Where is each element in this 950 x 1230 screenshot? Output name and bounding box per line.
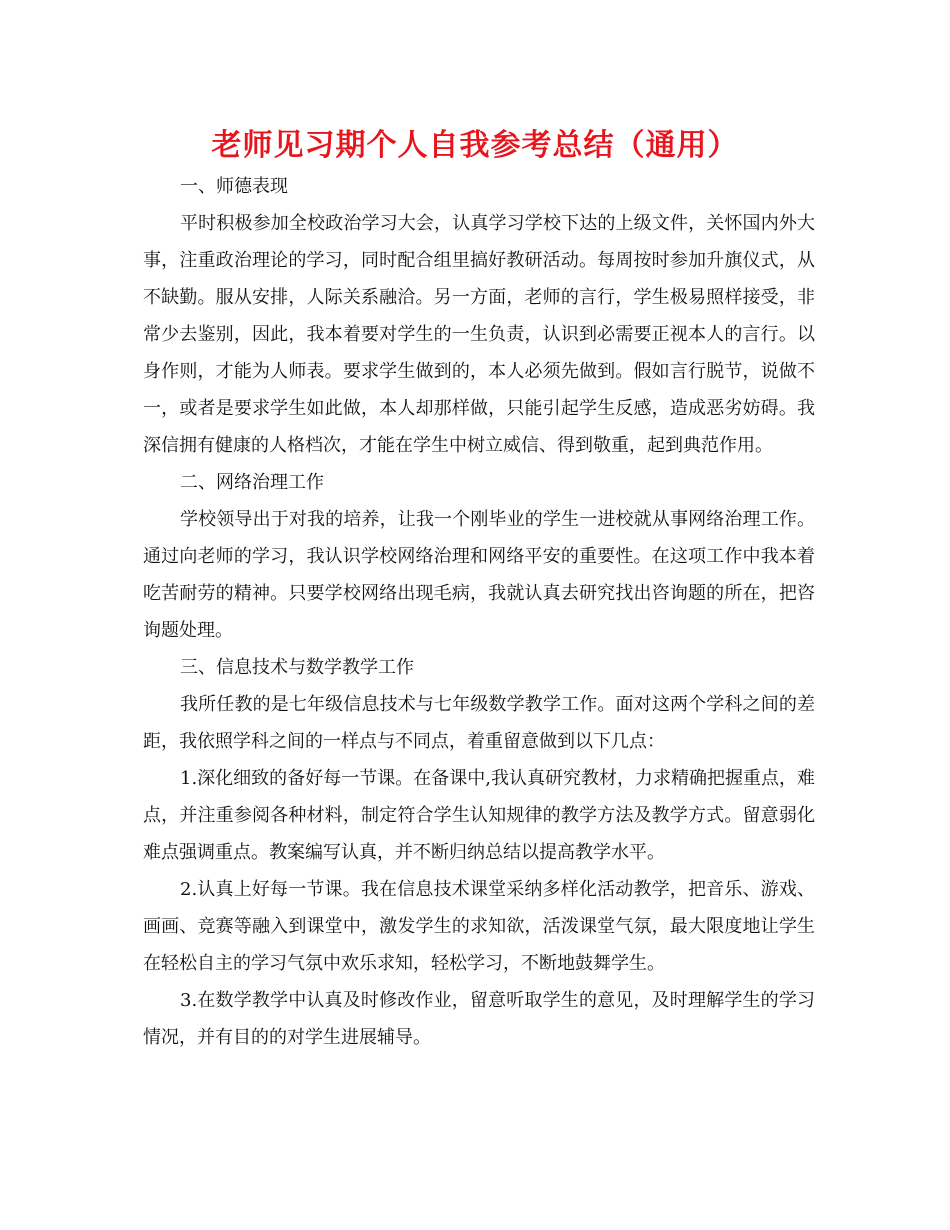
- document-body: [143, 168, 815, 1056]
- section-heading-network: 二、网络治理工作: [180, 472, 324, 493]
- paragraph-teaching-point-1: 1.深化细致的备好每一节课。在备课中,我认真研究教材，力求精确把握重点，难点，并注重参阅各种材料，制定符合学生认知规律的教学方法及教学方式。留意弱化难点强调重点。教案编写认真，并不断归纳总结以提高教学水平。: [143, 768, 815, 863]
- paragraph-ethics: 平时积极参加全校政治学习大会，认真学习学校下达的上级文件，关怀国内外大事，注重政治理论的学习，同时配合组里搞好教研活动。每周按时参加升旗仪式，从不缺勤。服从安排，人际关系融洽。另一方面，老师的言行，学生极易照样接受，非常少去鉴别，因此，我本着要对学生的一生负责，认识到必需要正视本人的言行。以身作则，才能为人师表。要求学生做到的，本人必须先做到。假如言行脱节，说做不一，或者是要求学生如此做，本人却那样做，只能引起学生反感，造成恶劣妨碍。我深信拥有健康的人格档次，才能在学生中树立威信、得到敬重，起到典范作用。: [143, 213, 815, 456]
- paragraph-teaching-intro: 我所任教的是七年级信息技术与七年级数学教学工作。面对这两个学科之间的差距，我依照学科之间的一样点与不同点，着重留意做到以下几点：: [143, 694, 815, 752]
- paragraph-teaching-point-2: 2.认真上好每一节课。我在信息技术课堂采纳多样化活动教学，把音乐、游戏、画画、竞赛等融入到课堂中，激发学生的求知欲，活泼课堂气氛，最大限度地让学生在轻松自主的学习气氛中欢乐求知，轻松学习，不断地鼓舞学生。: [143, 879, 815, 974]
- document-title: 老师见习期个人自我参考总结（通用）: [211, 128, 739, 163]
- section-heading-teaching: 三、信息技术与数学教学工作: [180, 657, 414, 678]
- paragraph-network: 学校领导出于对我的培养，让我一个刚毕业的学生一进校就从事网络治理工作。通过向老师的学习，我认识学校网络治理和网络平安的重要性。在这项工作中我本着吃苦耐劳的精神。只要学校网络出现毛病，我就认真去研究找出咨询题的所在，把咨询题处理。: [143, 509, 815, 641]
- paragraph-teaching-point-3: 3.在数学教学中认真及时修改作业，留意听取学生的意见，及时理解学生的学习情况，并有目的的对学生进展辅导。: [143, 990, 815, 1048]
- section-heading-ethics: 一、师德表现: [180, 176, 288, 197]
